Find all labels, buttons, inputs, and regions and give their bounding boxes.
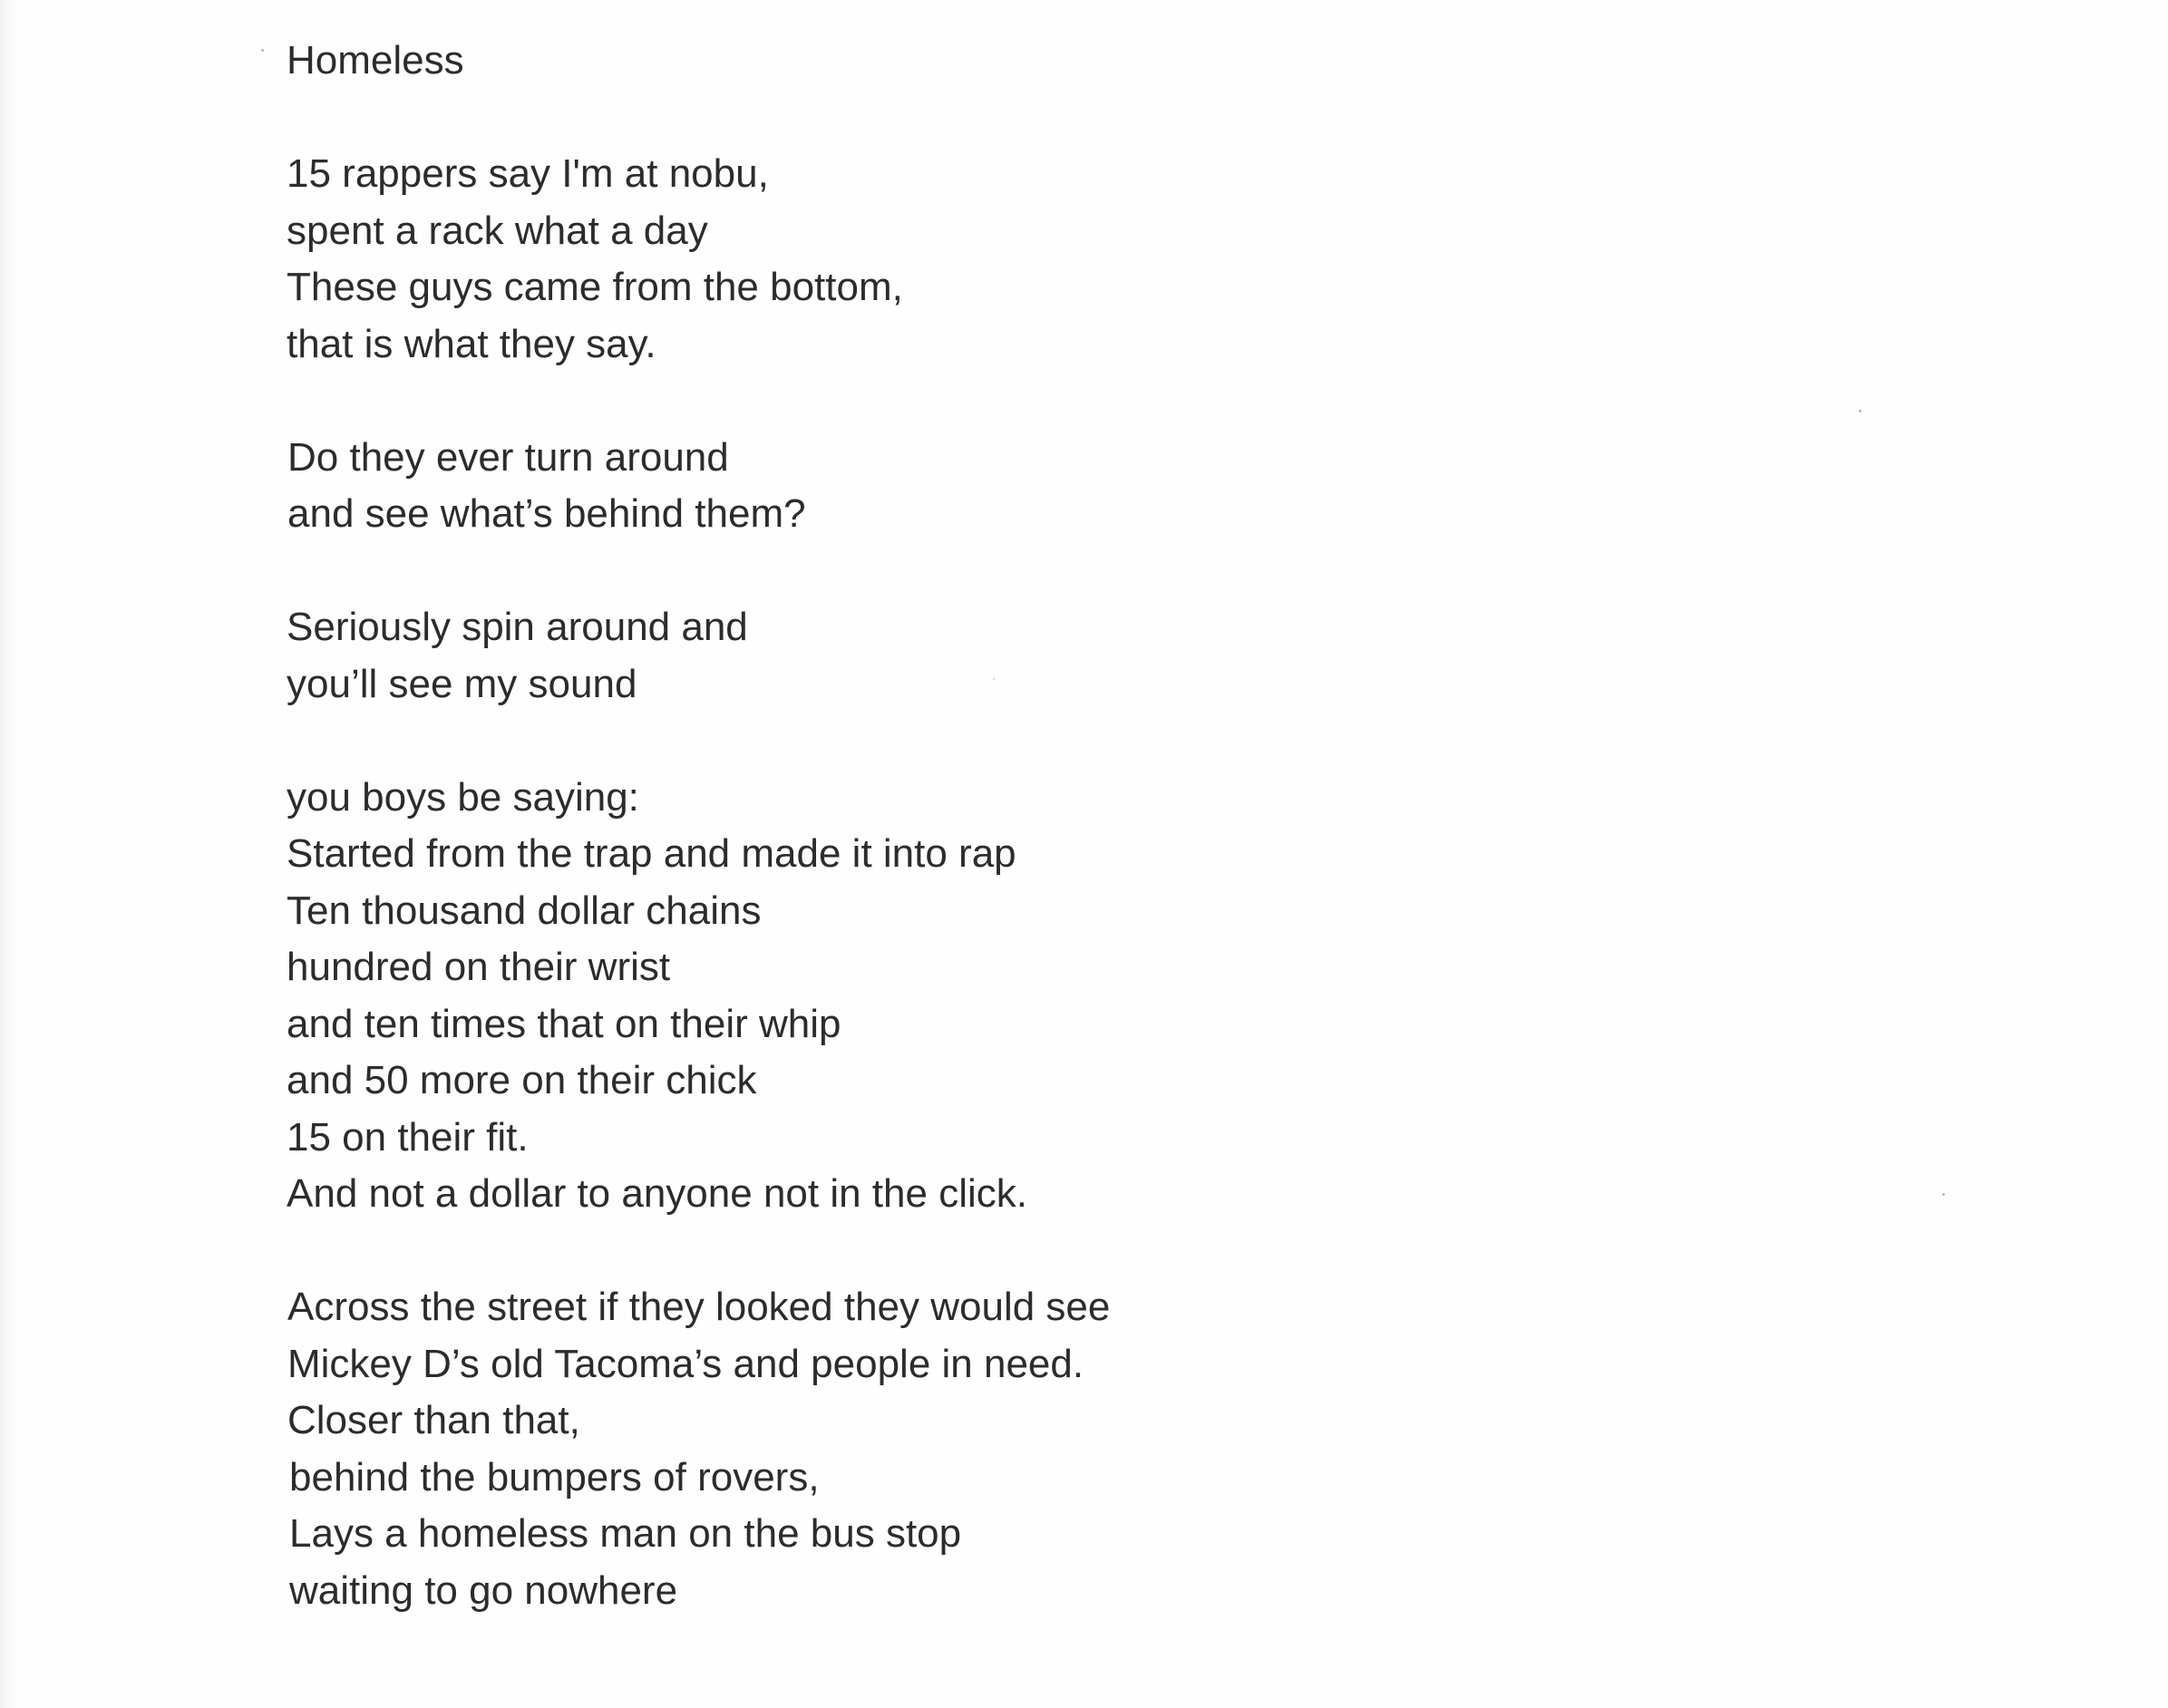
poem-line: Do they ever turn around: [287, 434, 729, 480]
stanza: [287, 770, 1110, 1223]
poem-line: Mickey D’s old Tacoma’s and people in need.: [287, 1341, 1084, 1386]
poem-line: you’ll see my sound: [287, 661, 637, 706]
poem-line: 15 on their fit.: [287, 1114, 529, 1160]
poem-line: behind the bumpers of rovers,: [289, 1454, 820, 1499]
stanza-gap: [287, 713, 1110, 770]
poem-line: Ten thousand dollar chains: [287, 888, 762, 933]
scan-speck: [261, 49, 264, 52]
poem-line: and see what’s behind them?: [287, 491, 806, 536]
poem-line: hundred on their wrist: [287, 945, 671, 989]
poem-title: Homeless: [287, 38, 464, 82]
stanza-gap: [287, 1223, 1110, 1280]
stanza-gap: [287, 373, 1110, 430]
poem-line: 15 rappers say I'm at nobu,: [287, 151, 769, 196]
scan-shadow-edge: [0, 0, 20, 1708]
poem-line: And not a dollar to anyone not in the click.: [287, 1171, 1027, 1216]
poem-line: Across the street if they looked they would see: [287, 1285, 1111, 1329]
poem-line: that is what they say.: [287, 321, 656, 366]
stanza-gap: [287, 543, 1110, 600]
poem-line: Lays a homeless man on the bus stop: [289, 1511, 962, 1556]
poem-line: These guys came from the bottom,: [287, 265, 903, 309]
poem-line: and 50 more on their chick: [287, 1058, 757, 1102]
poem-line: you boys be saying:: [287, 774, 639, 820]
poem-line: spent a rack what a day: [287, 208, 708, 253]
poem-line: Closer than that,: [287, 1398, 580, 1442]
poem-line: Seriously spin around and: [287, 605, 748, 649]
stanza: [287, 146, 1110, 373]
scan-speck: [1942, 1193, 1945, 1196]
poem: [287, 33, 1110, 1619]
stanza: [287, 430, 1110, 543]
stanza-gap: [287, 90, 1110, 147]
stanza-continuation: [287, 1450, 1110, 1620]
poem-line: Started from the trap and made it into rap: [287, 831, 1016, 876]
stanza: [287, 599, 1110, 713]
scan-speck: [1859, 410, 1862, 412]
stanza: [287, 1279, 1110, 1450]
poem-line: waiting to go nowhere: [289, 1567, 678, 1613]
poem-line: and ten times that on their whip: [287, 1001, 841, 1046]
